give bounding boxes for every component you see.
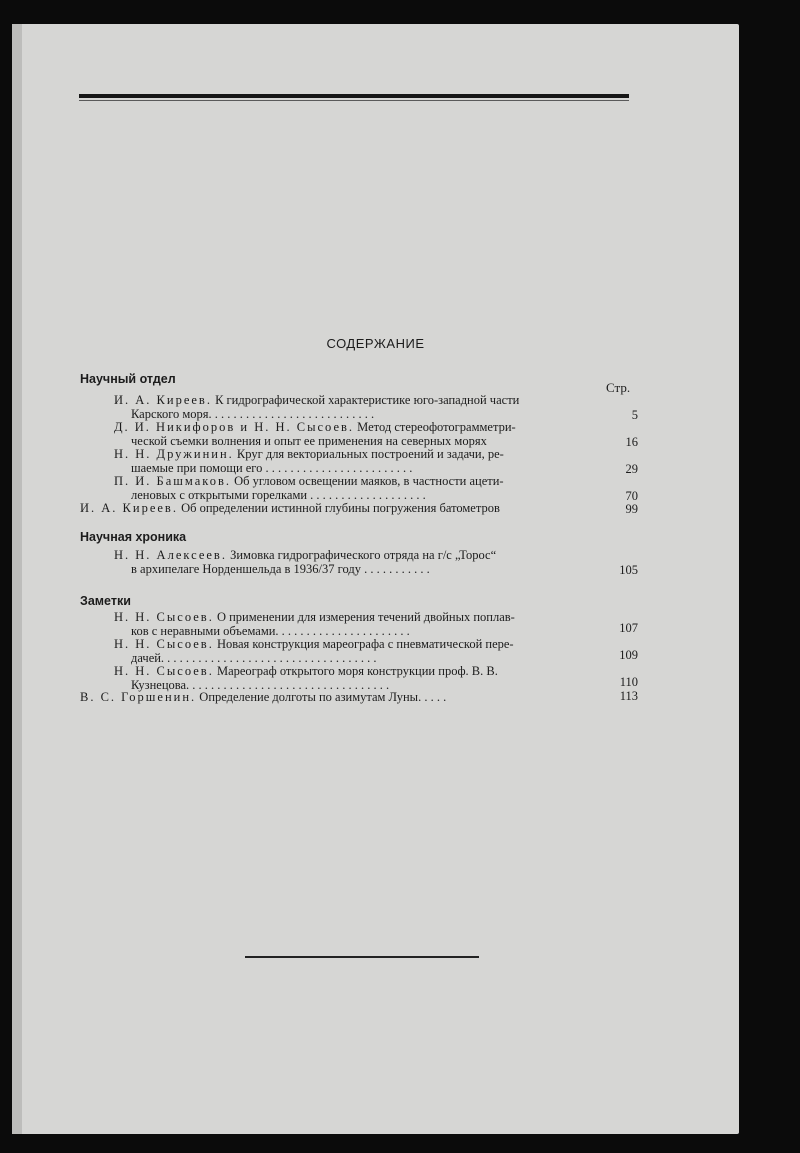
entry-page-number: 16 [625,435,638,449]
toc-entry [114,421,634,448]
entry-page-number: 70 [625,489,638,503]
entry-title-line: Об определении истинной глубины погружения батометров [181,502,500,515]
entry-author: Н. Н. Сысоев. [114,638,214,651]
toc-entry [114,638,634,665]
page-edge [12,24,22,1134]
entry-author: Д. И. Никифоров и Н. Н. Сысоев. [114,421,355,434]
entry-title-line: Определение долготы по азимутам Луны. . . . . [199,691,447,704]
entry-title-line: Круг для векториальных построений и задачи, ре- [236,448,504,461]
top-rule-thin [79,100,629,101]
entry-author: Н. Н. Сысоев. [114,611,214,624]
entry-title-line: леновых с открытыми горелками . . . . . . . . . . . . . . . . . . . [131,488,426,502]
entry-author: В. С. Горшенин. [80,691,197,704]
entry-title-line: шаемые при помощи его . . . . . . . . . . . . . . . . . . . . . . . . [131,461,413,475]
section-heading: Научная хроника [80,530,187,544]
entry-title-line: К гидрографической характеристике юго-западной части [215,394,520,407]
entry-page-number: 99 [625,502,638,516]
entry-author: Н. Н. Алексеев. [114,549,227,562]
entry-author: Н. Н. Сысоев. [114,665,214,678]
entry-title-line: Зимовка гидрографического отряда на г/с „Торос“ [230,549,497,562]
toc-title: СОДЕРЖАНИЕ [326,336,425,351]
entry-page-number: 29 [625,462,638,476]
entry-title-line: дачей. . . . . . . . . . . . . . . . . . . . . . . . . . . . . . . . . . . [131,651,377,665]
entry-page-number: 107 [619,621,638,635]
entry-page-number: 109 [619,648,638,662]
toc-entry [114,549,634,576]
toc-entry [80,691,640,705]
top-rule [79,94,629,98]
entry-author: И. А. Киреев. [114,394,212,407]
entry-title-line: Карского моря. . . . . . . . . . . . . . . . . . . . . . . . . . . [131,407,375,421]
section-heading: Заметки [80,594,131,608]
page-column-label: Стр. [606,380,631,395]
toc-entry [114,448,634,475]
entry-title-line: Кузнецова. . . . . . . . . . . . . . . . . . . . . . . . . . . . . . . . . [131,678,390,692]
bottom-rule [245,956,479,958]
entry-title-line: Метод стереофотограмметри- [357,421,516,434]
entry-page-number: 113 [619,689,638,703]
entry-author: П. И. Башмаков. [114,475,231,488]
toc-entry [114,394,634,421]
entry-page-number: 105 [619,563,638,577]
document-page [12,24,739,1134]
entry-title-line: О применении для измерения течений двойных поплав- [216,611,515,624]
entry-author: И. А. Киреев. [80,502,178,515]
entry-author: Н. Н. Дружинин. [114,448,234,461]
entry-title-line: ков с неравными объемами. . . . . . . . . . . . . . . . . . . . . . [131,624,410,638]
toc-entry [114,611,634,638]
entry-title-line: Новая конструкция мареографа с пневматической пере- [216,638,514,651]
entry-page-number: 5 [631,408,638,422]
toc-entry [114,665,634,692]
toc-entry [114,475,634,502]
entry-title-line: в архипелаге Норденшельда в 1936/37 году . . . . . . . . . . . [131,562,430,576]
toc-entry [80,502,640,516]
entry-page-number: 110 [619,675,638,689]
entry-title-line: Об угловом освещении маяков, в частности ацети- [234,475,504,488]
section-heading: Научный отдел [80,372,176,386]
entry-title-line: ческой съемки волнения и опыт ее применения на северных морях [131,434,487,448]
entry-title-line: Мареограф открытого моря конструкции проф. В. В. [216,665,498,678]
